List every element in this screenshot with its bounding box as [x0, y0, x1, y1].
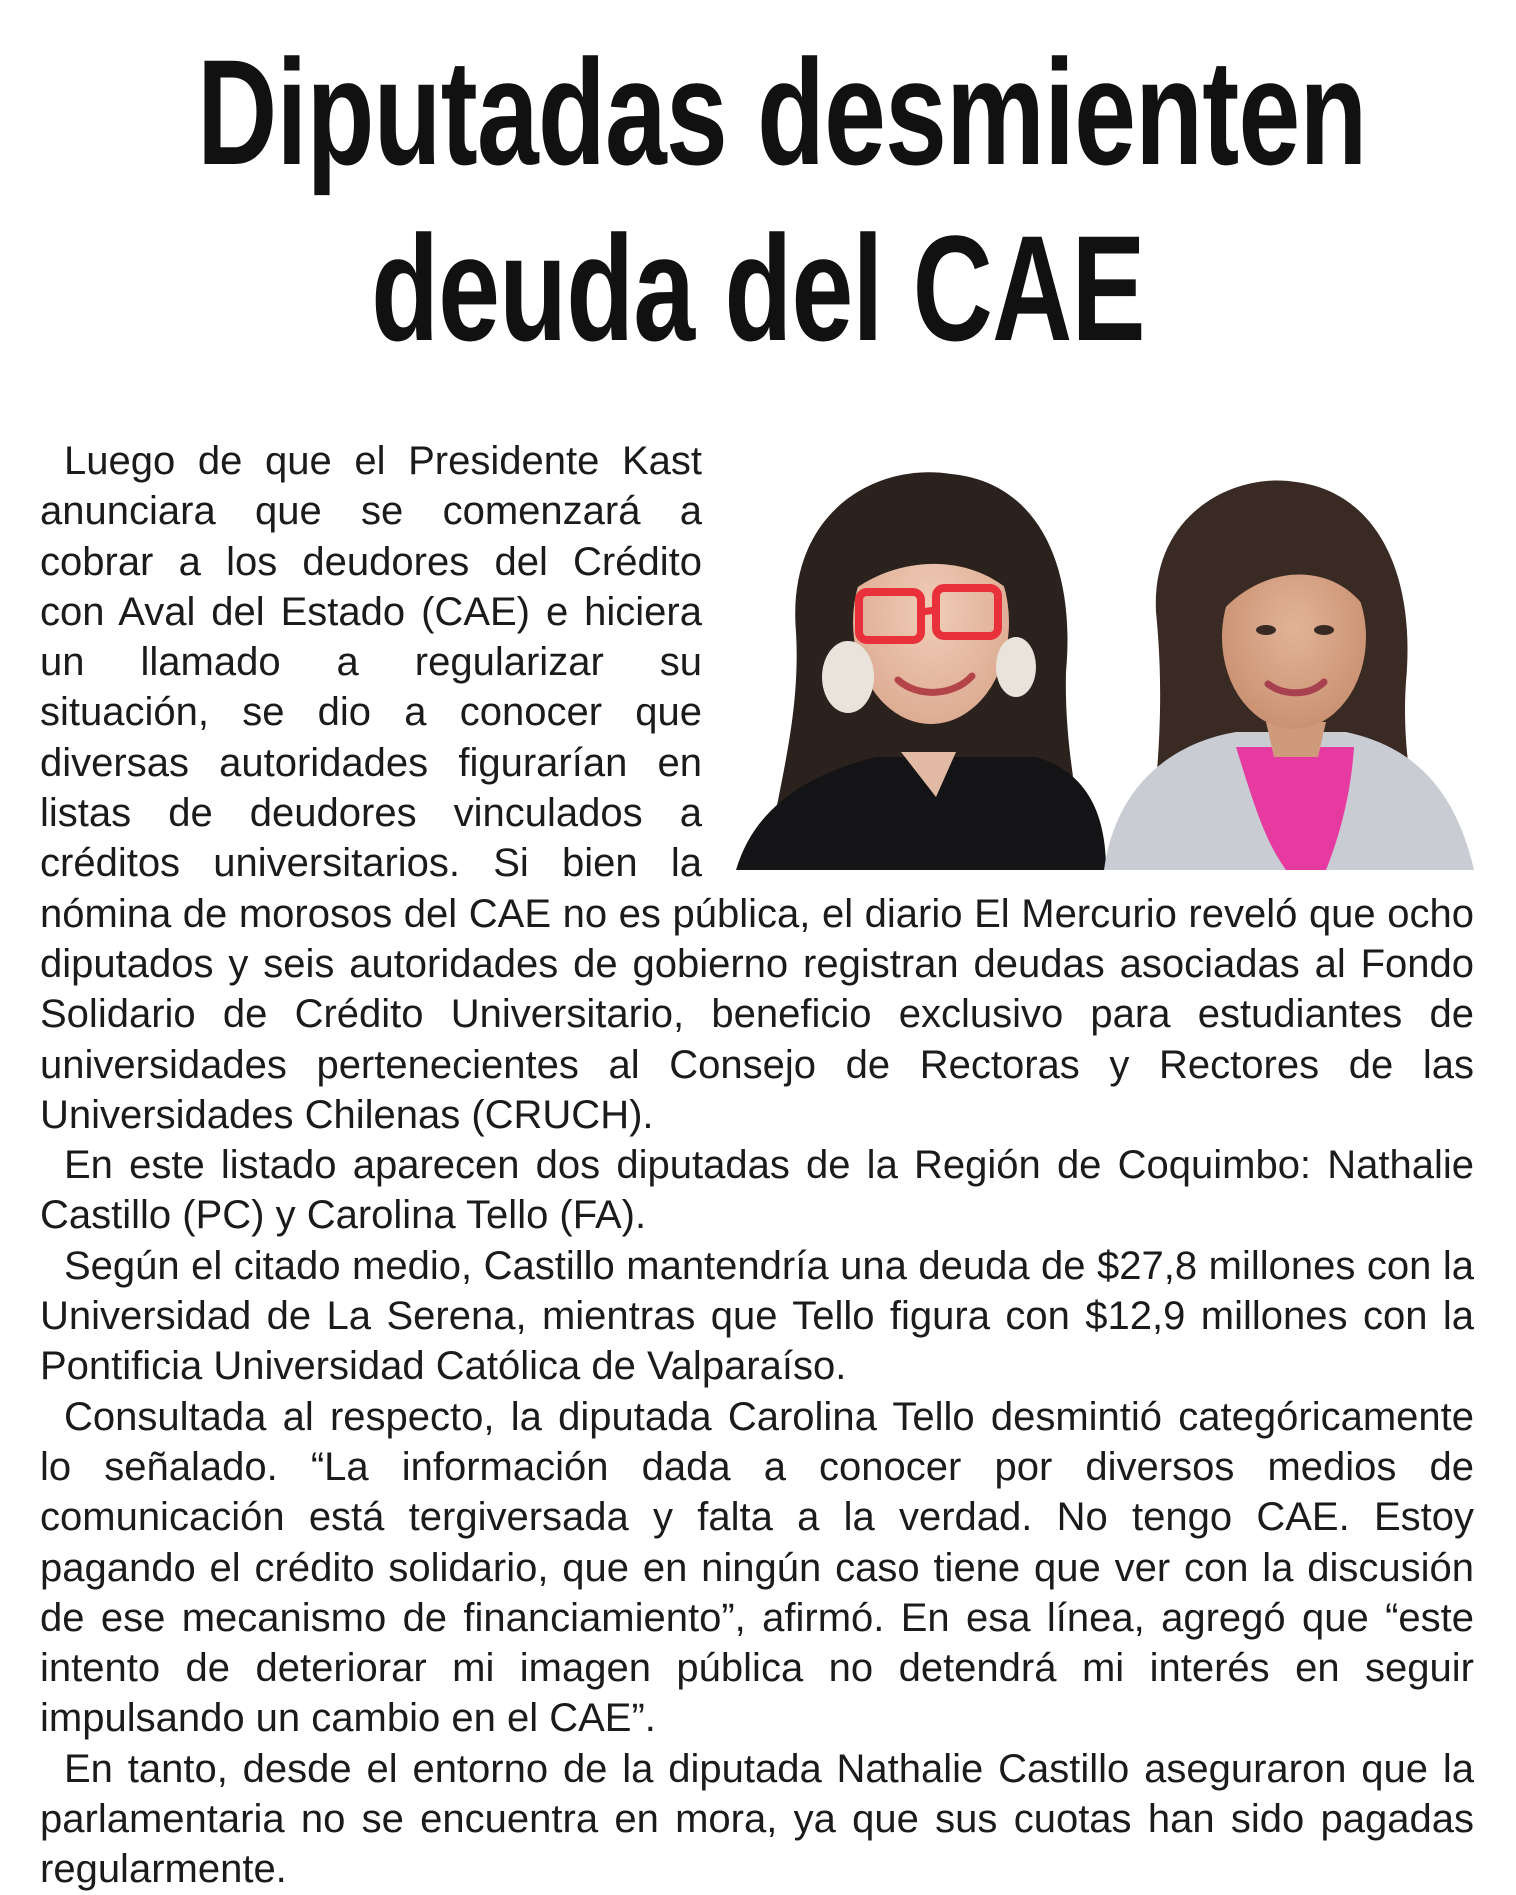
headline-line-1: Diputadas desmienten	[197, 28, 1367, 196]
deputies-photo-illustration	[726, 452, 1474, 870]
paragraph-4: Consultada al respecto, la diputada Carolina Tello desmintió categóricamente lo señalado. “La información dada a conocer por diversos medios de comunicación está tergiversada y falta a la verdad. No tengo CAE. Estoy pagando el crédito solidario, que en ningún caso tiene que ver con la discusión de ese mecanismo de financiamiento”, afirmó. En esa línea, agregó que “este intento de deteriorar mi imagen pública no detendrá mi interés en seguir impulsando un cambio en el CAE”.	[40, 1394, 1474, 1741]
deputies-photo	[726, 452, 1474, 870]
article-body	[40, 436, 1474, 1895]
person-left	[736, 472, 1106, 870]
headline-line-2: deuda del CAE	[371, 204, 1145, 372]
paragraph-1: Luego de que el Presidente Kast anunciara que se comenzará a cobrar a los deudores del Crédito con Aval del Estado (CAE) e hiciera un llamado a regularizar su situación, se dio a conocer que diversas autoridades figurarían en listas de deudores vinculados a créditos universitarios. Si bien la nómina de morosos del CAE no es pública, el diario El Mercurio reveló que ocho diputados y seis autoridades de gobierno registran deudas asociadas al Fondo Solidario de Crédito Universitario, beneficio exclusivo para estudiantes de universidades pertenecientes al Consejo de Rectoras y Rectores de las Universidades Chilenas (CRUCH).	[40, 439, 1474, 1137]
person-right	[1104, 481, 1474, 870]
paragraph-2: En este listado aparecen dos diputadas de la Región de Coquimbo: Nathalie Castillo (PC) y Carolina Tello (FA).	[40, 1143, 1474, 1238]
paragraph-5: En tanto, desde el entorno de la diputada Nathalie Castillo aseguraron que la parlamentaria no se encuentra en mora, ya que sus cuotas han sido pagadas regularmente.	[40, 1746, 1474, 1892]
paragraph-3: Según el citado medio, Castillo mantendría una deuda de $27,8 millones con la Universidad de La Serena, mientras que Tello figura con $12,9 millones con la Pontificia Universidad Católica de Valparaíso.	[40, 1243, 1474, 1389]
headline	[197, 24, 1367, 376]
